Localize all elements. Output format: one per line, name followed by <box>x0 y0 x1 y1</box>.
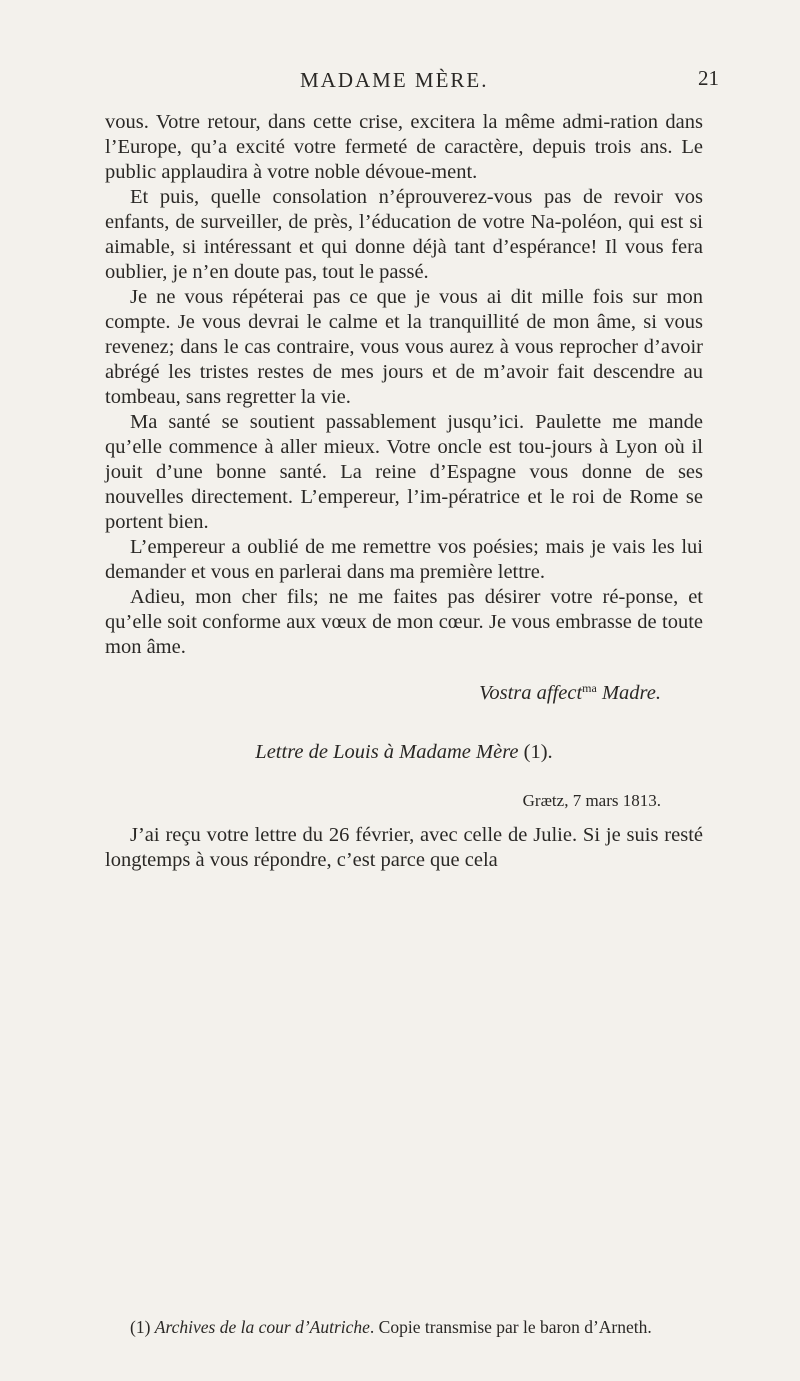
footnote-text: . Copie transmise par le baron d’Arneth. <box>369 1317 652 1337</box>
paragraph-repeat: Je ne vous répéterai pas ce que je vous ai dit mille fois sur mon compte. Je vous devrai le calme et la tranquillité de mon âme, si vous revenez; dans le cas contraire, vous vous aurez à vous reprocher d’avoir abrégé les tristes restes de mes jours et de m’avoir fait descendre au tombeau, sans regretter la vie. <box>105 286 703 408</box>
dateline: Grætz, 7 mars 1813. <box>522 791 661 810</box>
letter-heading-text: Lettre de Louis à Madame Mère <box>255 741 519 763</box>
running-title: MADAME MÈRE. <box>300 68 489 92</box>
footnote <box>105 1316 703 1339</box>
paragraph-health: Ma santé se soutient passablement jusqu’ici. Paulette me mande qu’elle commence à aller mieux. Votre oncle est tou-jours à Lyon où il jouit d’une bonne santé. La reine d’Espagne vous donne de ses nouvelles directement. L’empereur, l’im-pératrice et le roi de Rome se portent bien. <box>105 411 703 533</box>
body-text <box>105 110 703 873</box>
signature <box>105 676 703 706</box>
paragraph-poems: L’empereur a oublié de me remettre vos poésies; mais je vais les lui demander et vous en parlerai dans ma première lettre. <box>105 536 703 583</box>
paragraph-consolation: Et puis, quelle consolation n’éprouverez-vous pas de revoir vos enfants, de surveiller, de près, l’éducation de votre Na-poléon, qui est si aimable, si intéressant et qui donne déjà tant d’espérance! Il vous fera oublier, je n’en doute pas, tout le passé. <box>105 186 703 283</box>
paragraph-continuation: vous. Votre retour, dans cette crise, excitera la même admi-ration dans l’Europe, qu’a excité votre fermeté de caractère, depuis trois ans. Le public applaudira à votre noble dévoue-ment. <box>105 111 703 183</box>
footnote-marker: (1) <box>130 1317 155 1337</box>
running-head <box>0 62 800 98</box>
signature-superscript: ma <box>582 681 597 695</box>
signature-text: Vostra affect <box>479 682 583 704</box>
paragraph-farewell: Adieu, mon cher fils; ne me faites pas désirer votre ré-ponse, et qu’elle soit conforme aux vœux de mon cœur. Je vous embrasse de toute mon âme. <box>105 586 703 658</box>
signature-closing: Madre. <box>596 682 661 704</box>
letter-heading <box>105 740 703 765</box>
paragraph-letter-start: J’ai reçu votre lettre du 26 février, avec celle de Julie. Si je suis resté longtemps à vous répondre, c’est parce que cela <box>105 824 703 871</box>
page-number: 21 <box>698 66 719 90</box>
footnote-source: Archives de la cour d’Autriche <box>154 1317 370 1337</box>
footnote-reference: (1). <box>518 741 553 763</box>
